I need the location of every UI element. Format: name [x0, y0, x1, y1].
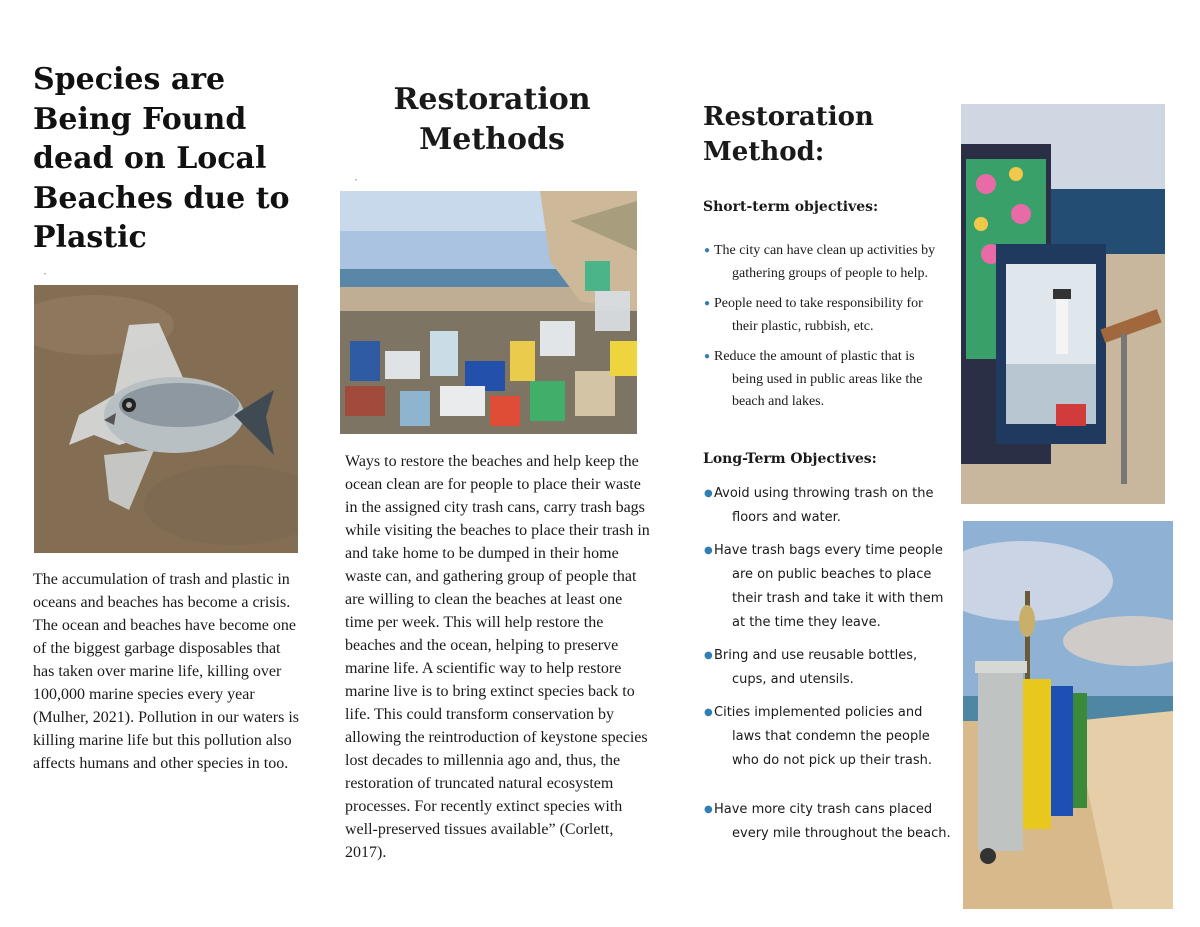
list-item: ● Have more city trash cans placed every mile throughout the beach.: [704, 798, 954, 846]
bullet-dot-icon: ●: [704, 804, 713, 815]
bullet-dot-icon: ●: [704, 298, 711, 309]
col2-body-text: Ways to restore the beaches and help keep the ocean clean are for people to place their waste in the assigned city trash cans, carry trash bags while visiting the beaches to place their trash in and take home to be dumped in their home waste can, and gathering group of people that are willing to clean the beaches at least one time per week. This will help restore the beaches and the ocean, helping to preserve marine life. A scientific way to help restore marine live is to bring extinct species back to life. This could transform conservation by allowing the reintroduction of keystone species lost decades to millennia ago and, thus, the restoration of truncated natural ecosystem processes. For recently extinct species with well-preserved tissues available” (Corlett, 2017).: [345, 453, 650, 861]
list-item: ● Reduce the amount of plastic that is being used in public areas like the beach and lakes.: [704, 346, 944, 414]
col2-heading: Restoration Methods: [393, 82, 591, 157]
bullet-dot-icon: ●: [704, 650, 713, 661]
list-item: ● The city can have clean up activities by gathering groups of people to help.: [704, 240, 944, 285]
bullet-dot-icon: ●: [704, 545, 713, 556]
short-term-heading: Short-term objectives:: [703, 199, 879, 215]
dead-fish-photo: [34, 285, 298, 553]
decorative-dot: •: [355, 178, 358, 184]
list-item: ● Have trash bags every time people are on public beaches to place their trash and take it with them at the time they leave.: [704, 539, 954, 635]
bullet-dot-icon: ●: [704, 707, 713, 718]
list-item: ● Avoid using throwing trash on the floors and water.: [704, 482, 954, 530]
long-term-list: [704, 482, 954, 855]
col3-heading: Restoration Method:: [703, 102, 874, 167]
list-item: ● People need to take responsibility for their plastic, rubbish, etc.: [704, 293, 944, 338]
short-term-list: [704, 240, 944, 422]
list-item: ● Bring and use reusable bottles, cups, and utensils.: [704, 644, 954, 692]
long-term-heading: Long-Term Objectives:: [703, 451, 877, 467]
bullet-dot-icon: ●: [704, 245, 711, 256]
bullet-dot-icon: ●: [704, 351, 711, 362]
list-item: ● Cities implemented policies and laws that condemn the people who do not pick up their trash.: [704, 701, 954, 773]
col1-heading: Species are Being Found dead on Local Beaches due to Plastic: [33, 62, 290, 255]
bullet-dot-icon: ●: [704, 488, 713, 499]
beach-chair-bag-photo: [961, 104, 1165, 504]
col1-body-text: The accumulation of trash and plastic in oceans and beaches has become a crisis. The ocean and beaches have become one of the biggest garbage disposables that has taken over marine life, killing over 100,000 marine species every year (Mulher, 2021). Pollution in our waters is killing marine life but this pollution also affects humans and other species in too.: [33, 571, 299, 772]
decorative-dot: •: [44, 272, 47, 278]
plastic-beach-photo: [340, 191, 637, 434]
recycling-bins-photo: [963, 521, 1173, 909]
